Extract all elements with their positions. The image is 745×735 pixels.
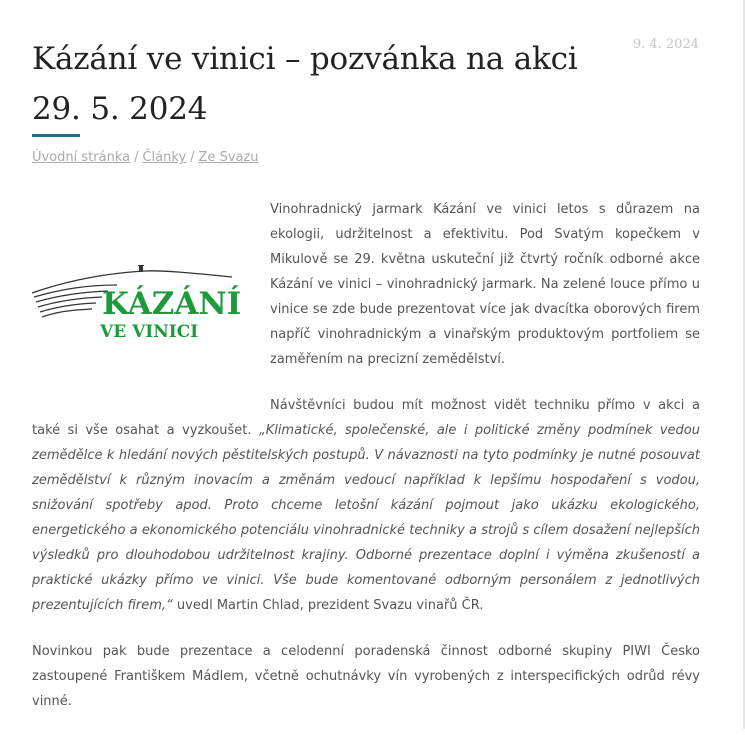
paragraph-2-quote: „Klimatické, společenské, ale i politické změny podmínek vedou zemědělce k hledání nových pěstitelských postupů. V návaznosti na tyto podmínky je nutné posouvat zemědělství k různým inovacím a změnám vedoucí například k lepšímu hospodaření s vodou, snižování spotřeby apod. Proto chceme letošní kázání pojmout jako ukázku ekologického, energetického a ekonomického potenciálu vinohradnické techniky a strojů s cílem dosažení nejlepších výsledků pro dlouhodobou udržitelnost krajiny. Odborné prezentace doplní i výměna zkušeností a praktické ukázky přímo ve vinici. Vše bude komentované odborným personálem z jednotlivých prezentujících firem,“ bbox=[32, 423, 701, 613]
page-title: Kázání ve vinici – pozvánka na akci 29. 5. 2024 bbox=[32, 41, 578, 127]
paragraph-2 bbox=[32, 393, 700, 618]
paragraph-1: Vinohradnický jarmark Kázání ve vinici letos s důrazem na ekologii, udržitelnost a efektivitu. Pod Svatým kopečkem v Mikulově se 29. května uskuteční již čtvrtý ročník odborné akce Kázání ve vinici – vinohradnický jarmark. Na zelené louce přímo u vinice se zde bude prezentovat více jak dvacítka oborových firem napříč vinohradnickým a vinařským produktovým portfoliem se zaměřením na precizní zemědělství. bbox=[270, 202, 700, 367]
paragraph-3: Novinkou pak bude prezentace a celodenní poradenská činnost odborné skupiny PIWI Česko zastoupené Františkem Mádlem, včetně ochutnávky vín vyrobených z interspecifických odrůd révy vinné. bbox=[32, 644, 700, 709]
paragraph-2-outro: uvedl Martin Chlad, prezident Svazu vinařů ČR. bbox=[172, 598, 484, 613]
breadcrumb: Úvodní stránka / Články / Ze Svazu bbox=[32, 150, 259, 165]
logo-line-2: VE VINICI bbox=[100, 322, 199, 342]
logo-line-1: KÁZÁNÍ bbox=[102, 286, 242, 322]
breadcrumb-union[interactable]: Ze Svazu bbox=[198, 150, 259, 165]
breadcrumb-home[interactable]: Úvodní stránka bbox=[32, 150, 131, 165]
paragraph-2-intro: Návštěvníci budou mít možnost vidět techniku přímo v akci a také si vše osahat a vyzkoušet. bbox=[32, 398, 700, 438]
event-logo bbox=[32, 265, 244, 343]
title-underline bbox=[32, 134, 80, 137]
publish-date: 9. 4. 2024 bbox=[632, 37, 699, 52]
breadcrumb-articles[interactable]: Články bbox=[142, 150, 187, 165]
